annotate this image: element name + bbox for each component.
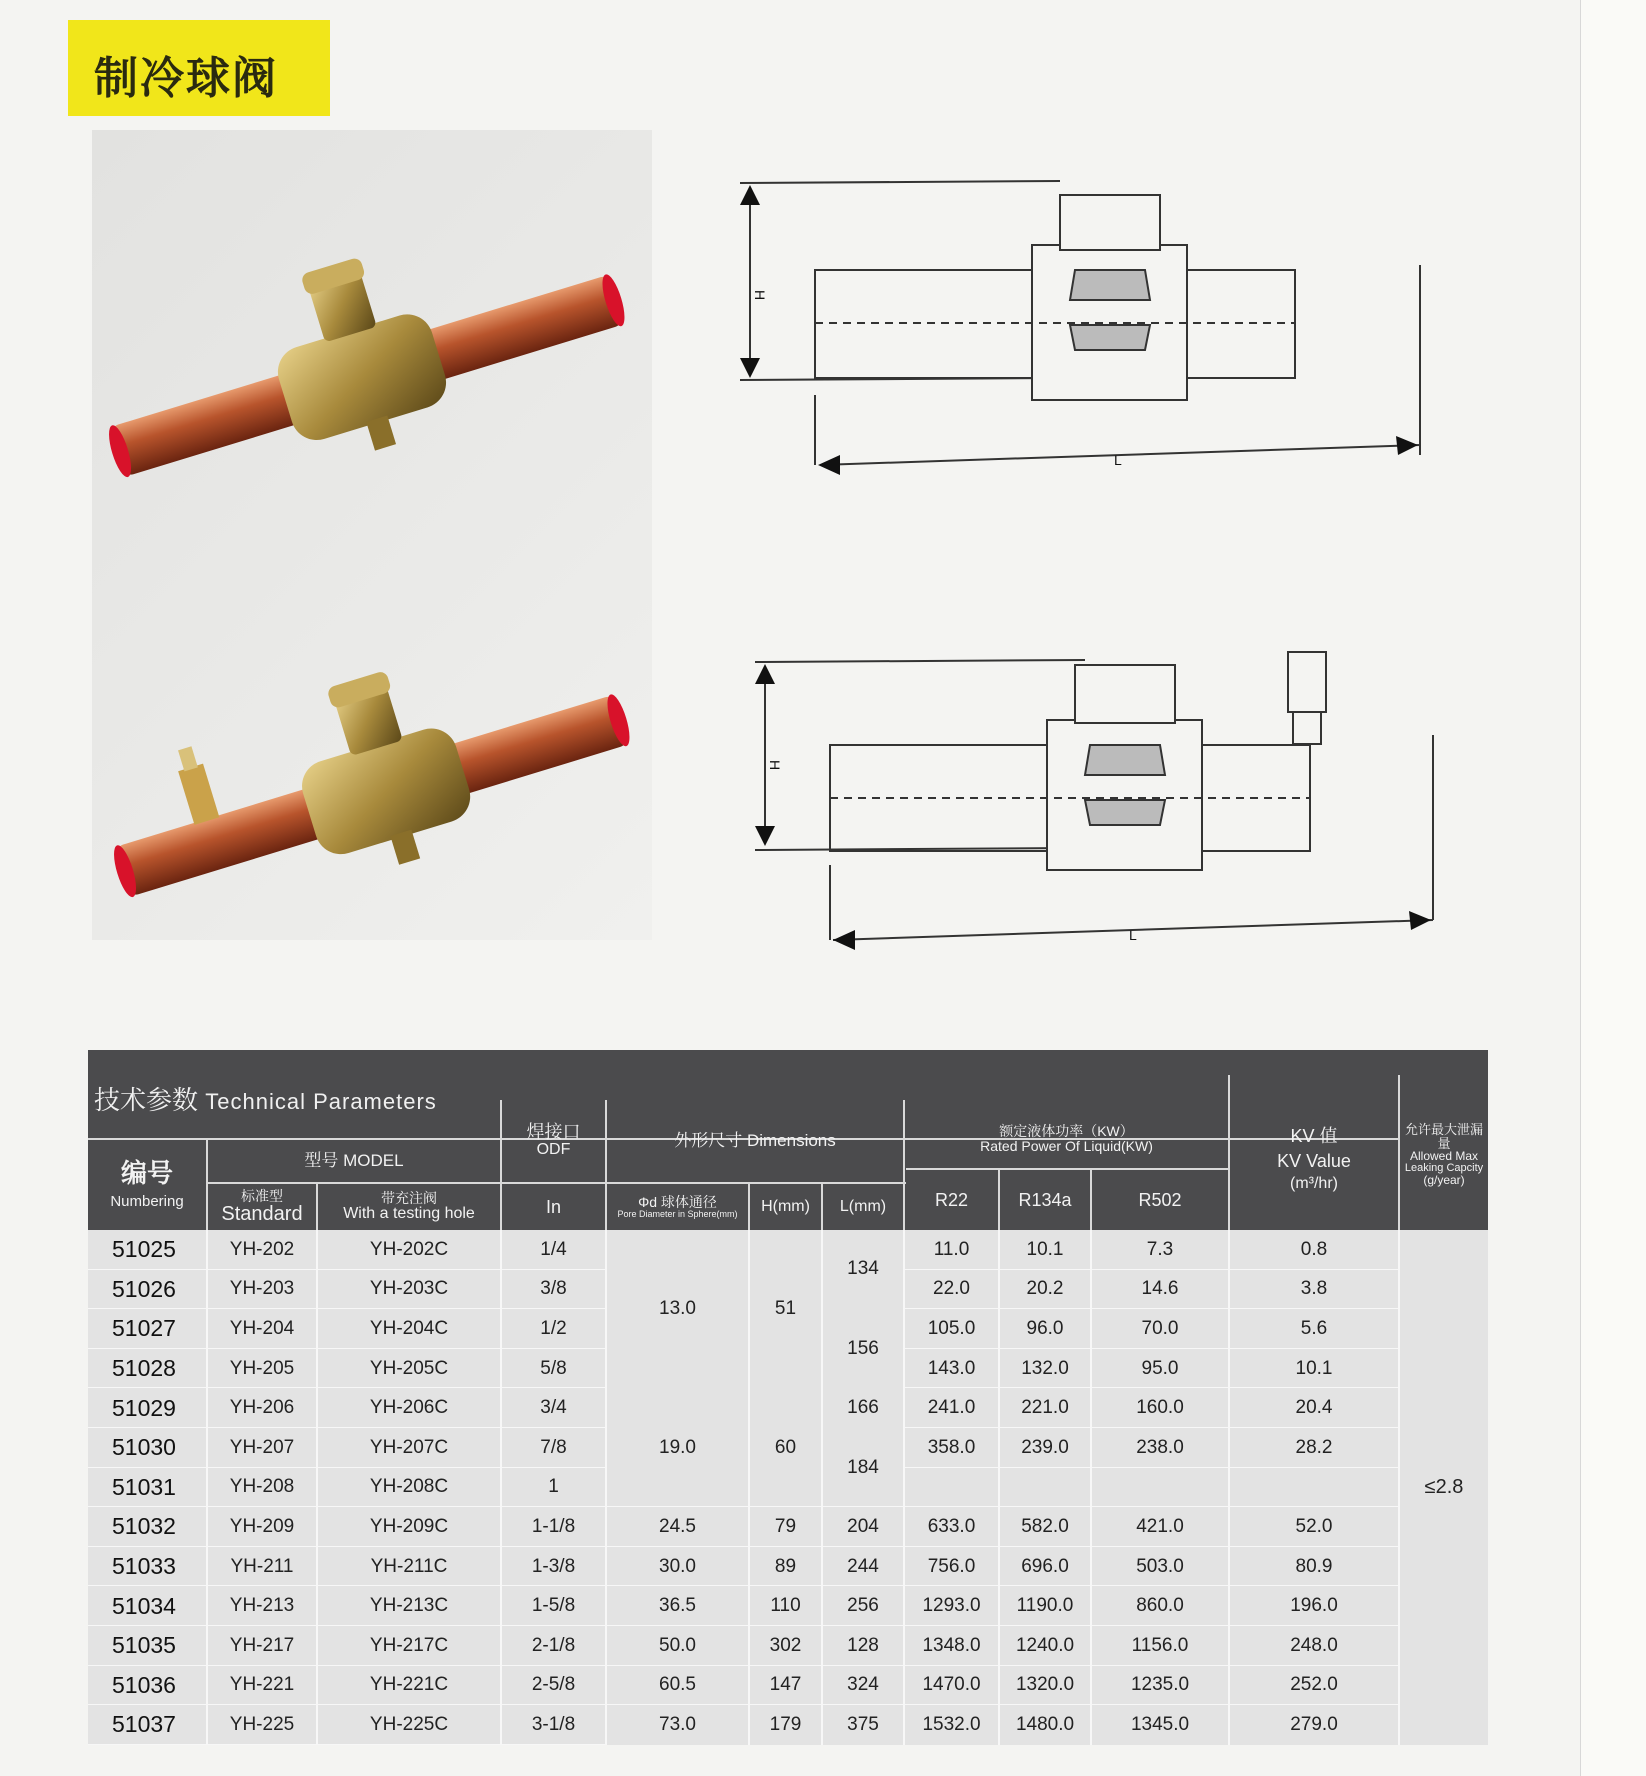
table-cell-test: YH-209C bbox=[369, 1515, 449, 1537]
table-cell-r134a: 1320.0 bbox=[1015, 1674, 1075, 1696]
table-cell-test: YH-213C bbox=[369, 1595, 449, 1617]
table-cell-test: YH-225C bbox=[369, 1713, 449, 1735]
table-cell-r22: 358.0 bbox=[927, 1436, 976, 1458]
table-cell-odf: 1/4 bbox=[540, 1238, 567, 1260]
table-cell-odf: 5/8 bbox=[540, 1357, 567, 1379]
table-cell-std: YH-208 bbox=[229, 1476, 295, 1498]
hdr-power bbox=[905, 1110, 1228, 1168]
hdr-pore-en: Pore Diameter in Sphere(mm) bbox=[617, 1208, 738, 1219]
hdr-leak-unit: (g/year) bbox=[1423, 1173, 1465, 1188]
hdr-kv bbox=[1230, 1090, 1398, 1230]
table-cell-odf: 3-1/8 bbox=[531, 1713, 576, 1735]
table-cell-r134a: 1240.0 bbox=[1015, 1634, 1075, 1656]
merged-pore-b: 19.0 bbox=[659, 1437, 696, 1458]
technical-parameters-table bbox=[88, 1050, 1488, 1745]
table-cell-odf: 1 bbox=[548, 1476, 559, 1498]
hdr-kv-zh: KV 值 bbox=[1290, 1125, 1338, 1146]
merged-h-a: 51 bbox=[774, 1297, 797, 1319]
table-cell-r134a: 10.1 bbox=[1026, 1238, 1064, 1260]
table-cell-r502: 160.0 bbox=[1136, 1397, 1184, 1419]
hdr-standard-zh: 标准型 bbox=[241, 1188, 283, 1205]
dim-l-label-1: L bbox=[1114, 452, 1122, 468]
table-cell-r134a: 96.0 bbox=[1026, 1317, 1064, 1339]
table-cell-odf: 3/8 bbox=[540, 1278, 567, 1300]
hdr-r22-text: R22 bbox=[934, 1189, 969, 1210]
table-cell-r134a: 1190.0 bbox=[1016, 1595, 1074, 1617]
hdr-dimensions bbox=[607, 1100, 903, 1182]
hdr-testing-zh: 带充注阀 bbox=[381, 1190, 437, 1207]
table-cell-r502: 421.0 bbox=[1136, 1515, 1184, 1537]
table-cell-l: 128 bbox=[847, 1634, 879, 1656]
table-cell-r22: 22.0 bbox=[933, 1278, 970, 1300]
merged-h-b: 60 bbox=[774, 1437, 797, 1458]
table-cell-std: YH-206 bbox=[229, 1397, 295, 1419]
hdr-pore-zh: Φd 球体通径 bbox=[638, 1193, 717, 1210]
table-cell-num: 51033 bbox=[112, 1553, 176, 1580]
table-cell-l: 204 bbox=[847, 1515, 879, 1537]
table-cell-r134a: 1480.0 bbox=[1015, 1713, 1075, 1735]
hdr-r134a bbox=[1000, 1170, 1090, 1230]
table-cell-r134a: 132.0 bbox=[1021, 1357, 1069, 1379]
table-title-zh: 技术参数 bbox=[94, 1086, 199, 1116]
table-cell-std: YH-202 bbox=[229, 1238, 295, 1260]
hdr-odf-unit bbox=[502, 1184, 605, 1230]
table-cell-r502: 7.3 bbox=[1146, 1238, 1174, 1260]
hdr-testing-en: With a testing hole bbox=[343, 1204, 475, 1222]
table-cell-r134a: 696.0 bbox=[1021, 1555, 1069, 1577]
table-cell-pore: 24.5 bbox=[659, 1515, 696, 1537]
table-cell-r134a: 221.0 bbox=[1021, 1397, 1069, 1419]
hdr-leak bbox=[1400, 1080, 1488, 1230]
table-cell-h: 89 bbox=[774, 1555, 797, 1577]
hdr-standard-en: Standard bbox=[221, 1202, 303, 1225]
hdr-numbering-en: Numbering bbox=[110, 1192, 184, 1210]
table-cell-h: 79 bbox=[774, 1515, 797, 1537]
table-cell-r502: 860.0 bbox=[1136, 1595, 1184, 1617]
table-cell-test: YH-202C bbox=[369, 1238, 449, 1260]
title-banner bbox=[68, 20, 330, 116]
table-cell-r22: 105.0 bbox=[927, 1317, 976, 1339]
table-cell-r502: 1345.0 bbox=[1130, 1713, 1190, 1735]
table-cell-test: YH-217C bbox=[369, 1634, 449, 1656]
table-cell-r22: 1532.0 bbox=[922, 1713, 981, 1735]
table-cell-odf: 2-1/8 bbox=[531, 1634, 576, 1656]
table-cell-odf: 1-5/8 bbox=[531, 1595, 576, 1617]
hdr-odf-zh: 焊接口 bbox=[526, 1122, 581, 1143]
table-cell-r22: 241.0 bbox=[927, 1397, 976, 1419]
hdr-power-en: Rated Power Of Liquid(KW) bbox=[980, 1138, 1153, 1154]
merged-leak: ≤2.8 bbox=[1424, 1476, 1464, 1498]
table-cell-r502: 95.0 bbox=[1141, 1357, 1179, 1379]
dim-h-label-2: H bbox=[767, 760, 783, 771]
hdr-h-text: H(mm) bbox=[761, 1197, 810, 1215]
hdr-power-zh: 额定液体功率（KW） bbox=[999, 1123, 1134, 1140]
merged-pore-a: 13.0 bbox=[659, 1297, 696, 1319]
table-cell-std: YH-211 bbox=[230, 1555, 294, 1577]
table-cell-num: 51030 bbox=[112, 1434, 176, 1461]
table-cell-kv: 279.0 bbox=[1290, 1713, 1338, 1735]
table-title bbox=[94, 1080, 437, 1117]
hdr-r22 bbox=[905, 1170, 998, 1230]
table-cell-l: 324 bbox=[847, 1674, 879, 1696]
table-cell-std: YH-209 bbox=[229, 1515, 295, 1537]
table-title-en: Technical Parameters bbox=[205, 1089, 437, 1114]
hdr-dimensions-text: 外形尺寸 Dimensions bbox=[674, 1131, 836, 1151]
table-cell-num: 51037 bbox=[112, 1711, 176, 1738]
table-cell-kv: 80.9 bbox=[1295, 1555, 1333, 1577]
table-cell-r22: 11.0 bbox=[933, 1238, 970, 1260]
hdr-odf-en: ODF bbox=[536, 1141, 571, 1159]
table-cell-num: 51029 bbox=[112, 1394, 176, 1421]
hdr-r502-text: R502 bbox=[1138, 1189, 1182, 1210]
hdr-l-text: L(mm) bbox=[839, 1197, 887, 1215]
table-cell-std: YH-217 bbox=[229, 1634, 295, 1656]
table-cell-r502: 503.0 bbox=[1136, 1555, 1184, 1577]
hdr-numbering bbox=[88, 1140, 206, 1230]
table-cell-test: YH-203C bbox=[369, 1278, 449, 1300]
table-cell-kv: 252.0 bbox=[1290, 1674, 1338, 1696]
table-cell-test: YH-204C bbox=[369, 1317, 449, 1339]
table-cell-test: YH-208C bbox=[369, 1476, 449, 1498]
hdr-model-text: 型号 MODEL bbox=[304, 1151, 404, 1171]
hdr-leak-en1: Allowed Max bbox=[1409, 1149, 1479, 1164]
table-cell-num: 51032 bbox=[112, 1513, 176, 1540]
table-cell-num: 51027 bbox=[112, 1315, 176, 1342]
table-cell-test: YH-221C bbox=[369, 1674, 449, 1696]
table-cell-h: 179 bbox=[769, 1713, 802, 1735]
table-cell-num: 51028 bbox=[112, 1355, 176, 1382]
merged-l-c: 166 bbox=[847, 1397, 879, 1418]
hdr-h bbox=[750, 1184, 821, 1230]
table-cell-test: YH-206C bbox=[369, 1397, 449, 1419]
table-cell-r134a: 20.2 bbox=[1026, 1278, 1064, 1300]
table-header bbox=[88, 1050, 1488, 1230]
table-cell-kv: 248.0 bbox=[1290, 1634, 1338, 1656]
table-cell-pore: 73.0 bbox=[659, 1713, 696, 1735]
table-cell-r502: 14.6 bbox=[1141, 1278, 1179, 1300]
table-cell-std: YH-205 bbox=[229, 1357, 295, 1379]
table-cell-r134a: 239.0 bbox=[1021, 1436, 1069, 1458]
hdr-pore bbox=[607, 1184, 748, 1230]
table-cell-std: YH-225 bbox=[229, 1713, 295, 1735]
ball-valve-photo bbox=[95, 240, 635, 490]
hdr-leak-en2: Leaking Capcity bbox=[1404, 1161, 1484, 1174]
table-body bbox=[88, 1230, 1488, 1745]
table-cell-pore: 30.0 bbox=[659, 1555, 696, 1577]
table-cell-std: YH-213 bbox=[229, 1595, 295, 1617]
table-cell-odf: 1/2 bbox=[540, 1317, 567, 1339]
hdr-model bbox=[208, 1140, 500, 1182]
table-cell-num: 51025 bbox=[112, 1236, 176, 1263]
table-cell-r22: 633.0 bbox=[927, 1515, 976, 1537]
table-cell-r502: 1235.0 bbox=[1130, 1674, 1190, 1696]
table-cell-num: 51031 bbox=[112, 1473, 176, 1500]
table-cell-odf: 1-1/8 bbox=[531, 1515, 576, 1537]
table-cell-odf: 3/4 bbox=[540, 1397, 567, 1419]
page-edge bbox=[1580, 0, 1646, 1776]
table-cell-odf: 7/8 bbox=[540, 1436, 567, 1458]
dim-h-label-1: H bbox=[752, 290, 768, 301]
table-cell-num: 51035 bbox=[112, 1632, 176, 1659]
hdr-r134a-text: R134a bbox=[1018, 1189, 1072, 1210]
table-cell-test: YH-205C bbox=[369, 1357, 449, 1379]
merged-l-d: 184 bbox=[847, 1457, 879, 1478]
table-cell-r502: 238.0 bbox=[1136, 1436, 1184, 1458]
table-cell-kv: 10.1 bbox=[1295, 1357, 1333, 1379]
table-cell-std: YH-221 bbox=[229, 1674, 295, 1696]
merged-l-b: 156 bbox=[847, 1337, 879, 1359]
table-cell-r22: 1348.0 bbox=[922, 1634, 981, 1656]
table-cell-h: 110 bbox=[770, 1595, 801, 1617]
table-cell-num: 51036 bbox=[112, 1671, 176, 1698]
table-cell-r502: 1156.0 bbox=[1131, 1634, 1189, 1656]
merged-l-a: 134 bbox=[847, 1258, 879, 1279]
hdr-numbering-zh: 编号 bbox=[120, 1158, 173, 1189]
hdr-leak-zh: 允许最大泄漏量 bbox=[1404, 1121, 1483, 1151]
hdr-odf-unit-text: In bbox=[545, 1196, 561, 1217]
table-cell-std: YH-207 bbox=[229, 1436, 295, 1458]
table-cell-r22: 1470.0 bbox=[922, 1674, 981, 1696]
dim-l-label-2: L bbox=[1129, 927, 1137, 943]
table-cell-kv: 3.8 bbox=[1300, 1278, 1328, 1300]
hdr-kv-en: KV Value bbox=[1277, 1150, 1351, 1171]
table-cell-kv: 5.6 bbox=[1300, 1317, 1328, 1339]
table-cell-l: 244 bbox=[847, 1555, 879, 1577]
valve-drawing-standard bbox=[730, 165, 1430, 485]
table-cell-h: 147 bbox=[769, 1674, 802, 1696]
table-cell-pore: 50.0 bbox=[659, 1634, 696, 1656]
hdr-l bbox=[823, 1184, 903, 1230]
hdr-r502 bbox=[1092, 1170, 1228, 1230]
table-cell-kv: 0.8 bbox=[1300, 1238, 1328, 1260]
ball-valve-testing-hole-photo bbox=[100, 660, 640, 910]
table-cell-num: 51034 bbox=[112, 1592, 176, 1619]
table-cell-r134a: 582.0 bbox=[1021, 1515, 1069, 1537]
table-cell-odf: 2-5/8 bbox=[531, 1674, 576, 1696]
page-title: 制冷球阀 bbox=[94, 53, 278, 104]
table-cell-kv: 28.2 bbox=[1295, 1436, 1333, 1458]
table-cell-std: YH-204 bbox=[229, 1317, 295, 1339]
table-cell-l: 256 bbox=[847, 1595, 879, 1617]
table-cell-test: YH-207C bbox=[369, 1436, 449, 1458]
table-cell-l: 375 bbox=[847, 1713, 879, 1735]
table-cell-pore: 36.5 bbox=[659, 1595, 696, 1617]
table-cell-r22: 1293.0 bbox=[922, 1595, 981, 1617]
table-cell-odf: 1-3/8 bbox=[531, 1555, 576, 1577]
table-cell-kv: 20.4 bbox=[1295, 1397, 1333, 1419]
table-cell-test: YH-211C bbox=[370, 1555, 448, 1577]
table-cell-kv: 196.0 bbox=[1290, 1595, 1338, 1617]
hdr-testing bbox=[318, 1184, 500, 1230]
table-cell-r502: 70.0 bbox=[1141, 1317, 1179, 1339]
valve-drawing-testing-hole bbox=[745, 650, 1445, 970]
hdr-standard bbox=[208, 1184, 316, 1230]
table-cell-kv: 52.0 bbox=[1295, 1515, 1333, 1537]
table-cell-r22: 756.0 bbox=[927, 1555, 976, 1577]
table-cell-std: YH-203 bbox=[229, 1278, 295, 1300]
table-cell-pore: 60.5 bbox=[659, 1674, 696, 1696]
hdr-odf bbox=[502, 1100, 605, 1182]
table-cell-num: 51026 bbox=[112, 1275, 176, 1302]
table-cell-r22: 143.0 bbox=[927, 1357, 976, 1379]
table-cell-h: 302 bbox=[769, 1634, 802, 1656]
hdr-kv-unit: (m³/hr) bbox=[1290, 1175, 1338, 1193]
